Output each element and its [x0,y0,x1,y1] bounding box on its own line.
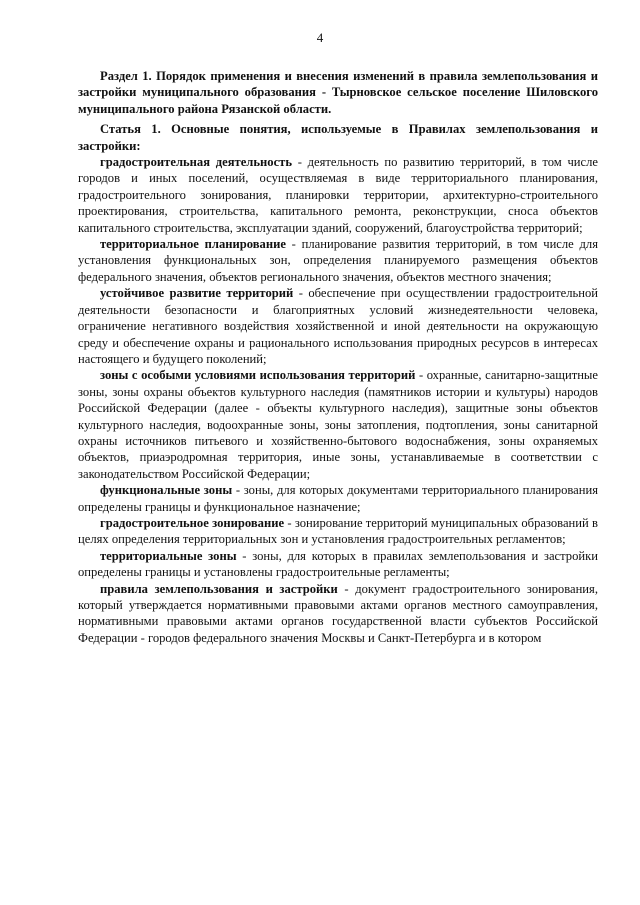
definition-paragraph [78,515,598,548]
document-body [78,68,598,646]
definition-text: - зоны, для которых в правилах землепользования и застройки определены границы и установлены градостроительные регламенты; [78,548,598,580]
definition-text: - деятельность по развитию территорий, в том числе городов и иных поселений, осуществляемая в виде территориального планирования, градостроительного зонирования, планировки территории, архитектурно-строительного проектирования, строительства, капитального ремонта, реконструкции, сноса объектов капитального строительства, эксплуатации зданий, сооружений, благоустройства территорий; [78,155,598,235]
definition-text: - планирование развития территорий, в том числе для установления функциональных зон, определения планируемого размещения объектов федерального значения, объектов регионального значения, объектов местного значения; [78,237,598,284]
definition-term: территориальные зоны [100,548,237,563]
definition-term: устойчивое развитие территорий [100,286,294,301]
definition-paragraph [78,548,598,581]
definition-term: функциональные зоны [100,483,233,498]
definition-term: градостроительное зонирование [100,515,285,530]
definition-term: градостроительная деятельность [100,155,293,170]
definition-text: - зоны, для которых документами территориального планирования определены границы и функциональное назначение; [78,483,599,514]
definition-paragraph [78,482,598,515]
page-number: 4 [316,30,324,45]
definition-text: - обеспечение при осуществлении градостроительной деятельности безопасности и благоприятных условий жизнедеятельности человека, ограничение негативного воздействия хозяйственной и иной деятельности на окружающую среду и обеспечение охраны и рационального использования природных ресурсов в интересах настоящего и будущего поколений; [78,286,598,366]
definition-paragraph [78,154,598,236]
definition-paragraph [78,581,598,647]
definition-term: зоны с особыми условиями использования территорий [100,368,416,383]
definition-text: - охранные, санитарно-защитные зоны, зоны охраны объектов культурного наследия (памятников истории и культуры) народов Российской Федерации (далее - объекты культурного наследия), защитные зоны объектов культурного наследия, водоохранные зоны, зоны затопления, подтопления, зоны санитарной охраны источников питьевого и хозяйственно-бытового водоснабжения, зоны охраняемых объектов, приаэродромная территория, иные зоны, устанавливаемые в соответствии с законодательством Российской Федерации; [78,368,598,481]
article-heading: Статья 1. Основные понятия, используемые в Правилах землепользования и застройки: [78,122,598,153]
definition-paragraph [78,285,598,367]
section-heading: Раздел 1. Порядок применения и внесения изменений в правила землепользования и застройки муниципального образования - Тырновское сельское поселение Шиловского муниципального района Рязанской области. [78,69,598,116]
definition-term: правила землепользования и застройки [100,581,338,596]
definition-term: территориальное планирование [100,237,286,252]
definition-text: - документ градостроительного зонирования, который утверждается нормативными правовыми актами органов местного самоуправления, нормативными правовыми актами органов государственной власти субъектов Российской Федерации - городов федерального значения Москвы и Санкт-Петербурга и в котором [78,581,598,645]
definition-paragraph [78,236,598,285]
definition-paragraph [78,367,598,482]
definition-text: - зонирование территорий муниципальных образований в целях определения территориальных зон и установления градостроительных регламентов; [78,515,598,547]
